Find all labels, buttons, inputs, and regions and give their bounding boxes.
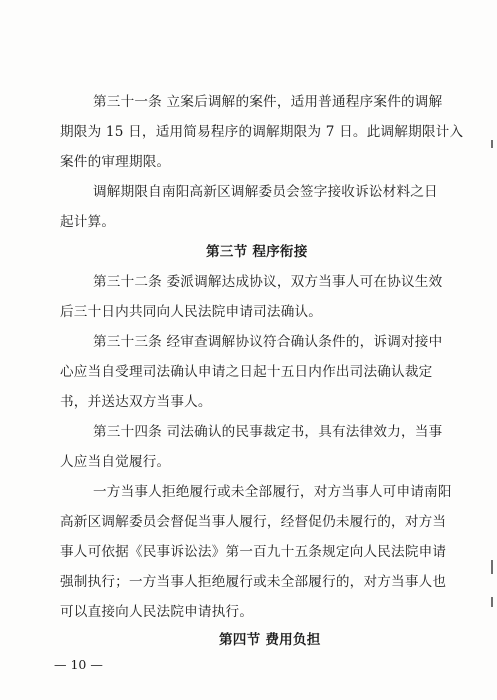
enforcement-line-5: 可以直接向人民法院申请执行。 <box>60 604 254 620</box>
article-34-line-1: 第三十四条 司法确认的民事裁定书，具有法律效力，当事 <box>93 424 443 440</box>
scan-edge-mark <box>491 560 493 574</box>
scan-edge-mark <box>491 140 493 148</box>
mediation-period-line-2: 起计算。 <box>60 214 116 230</box>
enforcement-line-2: 高新区调解委员会督促当事人履行，经督促仍未履行的，对方当 <box>60 514 447 530</box>
article-33-line-1: 第三十三条 经审查调解协议符合确认条件的，诉调对接中 <box>93 334 443 350</box>
section-4-heading: 第四节 费用负担 <box>219 632 321 648</box>
article-31-line-3: 案件的审理期限。 <box>60 154 171 170</box>
article-31-line-2: 期限为 15 日，适用简易程序的调解期限为 7 日。此调解期限计入 <box>60 124 464 140</box>
article-32-line-1: 第三十二条 委派调解达成协议，双方当事人可在协议生效 <box>93 274 443 290</box>
enforcement-line-1: 一方当事人拒绝履行或未全部履行，对方当事人可申请南阳 <box>93 484 452 500</box>
page-number: — 10 — <box>54 657 103 672</box>
article-33-line-2: 心应当自受理司法确认申请之日起十五日内作出司法确认裁定 <box>60 364 433 380</box>
article-32-line-2: 后三十日内共同向人民法院申请司法确认。 <box>60 304 323 320</box>
article-31-line-1: 第三十一条 立案后调解的案件，适用普通程序案件的调解 <box>93 94 443 110</box>
article-34-line-2: 人应当自觉履行。 <box>60 454 171 470</box>
article-33-line-3: 书，并送达双方当事人。 <box>60 394 212 410</box>
enforcement-line-4: 强制执行；一方当事人拒绝履行或未全部履行的，对方当事人也 <box>60 574 447 590</box>
scan-edge-mark <box>491 597 493 607</box>
section-3-heading: 第三节 程序衔接 <box>206 244 308 260</box>
enforcement-line-3: 事人可依据《民事诉讼法》第一百九十五条规定向人民法院申请 <box>60 544 447 560</box>
mediation-period-line-1: 调解期限自南阳高新区调解委员会签字接收诉讼材料之日 <box>93 184 438 200</box>
